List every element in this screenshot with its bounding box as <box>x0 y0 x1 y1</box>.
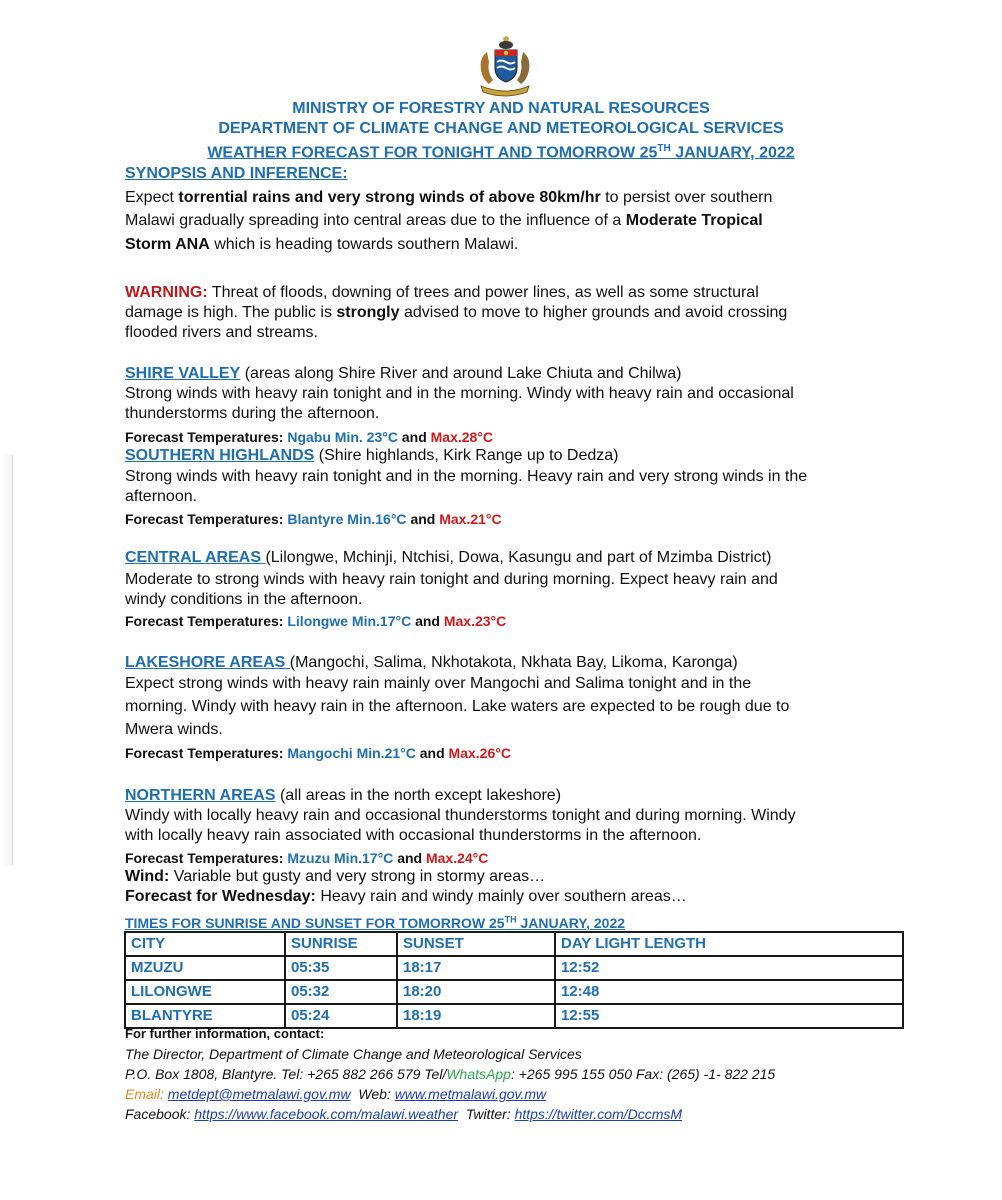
column-header: DAY LIGHT LENGTH <box>555 932 903 956</box>
min-temperature: Mzuzu Min.17°C <box>287 850 394 866</box>
region-description: Windy with locally heavy rain and occasional thunderstorms tonight and during morning. Windy <box>125 807 796 824</box>
contact-social <box>125 1104 682 1124</box>
region-areas: (Mangochi, Salima, Nkhotakota, Nkhata Bay, Likoma, Karonga) <box>289 654 738 671</box>
sun-title-post: JANUARY, 2022 <box>516 914 626 931</box>
region-description: Mwera winds. <box>125 721 223 738</box>
table-row <box>125 956 903 980</box>
title-superscript: TH <box>657 143 671 154</box>
table-cell: 12:48 <box>555 980 903 1004</box>
email-link[interactable]: metdept@metmalawi.gov.mw <box>167 1086 351 1102</box>
sun-table-title <box>125 909 625 933</box>
table-cell: 18:20 <box>397 980 555 1004</box>
and-label: and <box>410 511 436 527</box>
region-description: Moderate to strong winds with heavy rain tonight and during morning. Expect heavy rain and <box>125 571 778 588</box>
ministry-heading: MINISTRY OF FORESTRY AND NATURAL RESOURCES <box>292 100 710 117</box>
warning-line-2 <box>125 303 787 323</box>
wind-label: Wind: <box>125 868 170 885</box>
facebook-label: Facebook: <box>125 1106 191 1122</box>
region-areas: (areas along Shire River and around Lake Chiuta and Chilwa) <box>240 365 682 382</box>
table-cell: 18:19 <box>397 1004 555 1028</box>
and-label: and <box>419 745 445 761</box>
table-cell: 05:24 <box>285 1004 397 1028</box>
sun-title-text <box>125 915 625 931</box>
forecast-label: Forecast Temperatures: <box>125 745 284 761</box>
synopsis-text: to persist over southern <box>600 189 773 206</box>
table-cell: 05:32 <box>285 980 397 1004</box>
wind-line <box>125 867 545 887</box>
forecast-temperatures <box>125 849 488 867</box>
region-description: Expect strong winds with heavy rain mainly over Mangochi and Salima tonight and in the <box>125 675 752 692</box>
whatsapp-label: WhatsApp <box>446 1066 511 1082</box>
and-label: and <box>397 850 423 866</box>
title-date: JANUARY, 2022 <box>670 144 795 162</box>
warning-text: advised to move to higher grounds and avoid crossing <box>399 304 788 321</box>
contact-address <box>125 1064 775 1084</box>
table-cell: LILONGWE <box>125 980 285 1004</box>
region-areas: (Lilongwe, Mchinji, Ntchisi, Dowa, Kasungu and part of Mzimba District) <box>265 549 772 566</box>
synopsis-line-3 <box>125 235 518 255</box>
max-temperature: Max.24°C <box>425 850 489 866</box>
synopsis-bold: Storm ANA <box>125 236 210 253</box>
table-cell: 12:52 <box>555 956 903 980</box>
region-name: SOUTHERN HIGHLANDS <box>125 447 315 464</box>
max-temperature: Max.23°C <box>443 613 507 629</box>
forecast-temperatures <box>125 612 506 630</box>
synopsis-label: SYNOPSIS AND INFERENCE: <box>125 165 348 182</box>
min-temperature: Ngabu Min. 23°C <box>287 429 398 445</box>
address-text: : +265 995 155 050 Fax: (265) -1- 822 215 <box>510 1066 776 1082</box>
twitter-link[interactable]: https://twitter.com/DccmsM <box>514 1106 683 1122</box>
and-label: and <box>401 429 427 445</box>
region-description: Strong winds with heavy rain tonight and in the morning. Heavy rain and very strong winds in the <box>125 468 808 485</box>
forecast-title <box>0 140 1002 162</box>
facebook-link[interactable]: https://www.facebook.com/malawi.weather <box>194 1106 459 1122</box>
table-cell: 18:17 <box>397 956 555 980</box>
region-northern-areas <box>125 786 561 806</box>
region-southern-highlands <box>125 446 619 466</box>
region-description: thunderstorms during the afternoon. <box>125 405 380 422</box>
synopsis-heading <box>125 164 348 184</box>
wind-text: Variable but gusty and very strong in stormy areas… <box>169 868 546 885</box>
region-shire-valley <box>125 364 681 384</box>
address-text: P.O. Box 1808, Blantyre. Tel: +265 882 266 579 Tel/ <box>125 1066 447 1082</box>
warning-text: damage is high. The public is <box>125 304 337 321</box>
forecast-label: Forecast Temperatures: <box>125 429 284 445</box>
table-cell: 05:35 <box>285 956 397 980</box>
table-cell: MZUZU <box>125 956 285 980</box>
sun-title-sup: TH <box>504 914 517 924</box>
synopsis-bold: torrential rains and very strong winds of above 80km/hr <box>178 189 601 206</box>
synopsis-line-2 <box>125 211 763 231</box>
warning-line-1 <box>125 283 759 303</box>
region-name: NORTHERN AREAS <box>125 787 276 804</box>
region-name: LAKESHORE AREAS <box>125 654 290 671</box>
twitter-label: Twitter: <box>465 1106 511 1122</box>
region-lakeshore-areas <box>125 653 738 673</box>
forecast-temperatures <box>125 510 502 528</box>
forecast-temperatures <box>125 428 493 446</box>
forecast-temperatures <box>125 744 511 762</box>
region-areas: (Shire highlands, Kirk Range up to Dedza) <box>314 447 619 464</box>
column-header: SUNRISE <box>285 932 397 956</box>
synopsis-text: Expect <box>125 189 179 206</box>
sun-title-pre: TIMES FOR SUNRISE AND SUNSET FOR TOMORROW 25 <box>125 914 505 931</box>
region-central-areas <box>125 548 771 568</box>
warning-text: Threat of floods, downing of trees and power lines, as well as some structural <box>207 284 759 301</box>
contact-email-web <box>125 1084 546 1104</box>
contact-heading: For further information, contact: <box>125 1026 325 1041</box>
max-temperature: Max.26°C <box>448 745 511 761</box>
warning-bold: strongly <box>336 304 400 321</box>
region-name: CENTRAL AREAS <box>125 549 266 566</box>
wednesday-text: Heavy rain and windy mainly over southern areas… <box>315 888 687 905</box>
warning-label: WARNING: <box>125 284 208 301</box>
table-header-row <box>125 932 903 956</box>
min-temperature: Lilongwe Min.17°C <box>287 613 412 629</box>
coat-of-arms-icon <box>473 36 537 98</box>
min-temperature: Blantyre Min.16°C <box>287 511 407 527</box>
sunrise-sunset-table <box>124 931 904 1029</box>
wednesday-line <box>125 887 687 907</box>
synopsis-text: Malawi gradually spreading into central areas due to the influence of a <box>125 212 626 229</box>
web-label: Web: <box>358 1086 391 1102</box>
column-header: CITY <box>125 932 285 956</box>
synopsis-line-1 <box>125 188 772 208</box>
title-text: WEATHER FORECAST FOR TONIGHT AND TOMORROW 25 <box>207 144 658 162</box>
max-temperature: Max.28°C <box>430 429 494 445</box>
forecast-label: Forecast Temperatures: <box>125 850 284 866</box>
region-description: with locally heavy rain associated with occasional thunderstorms in the afternoon. <box>125 827 702 844</box>
region-areas: (all areas in the north except lakeshore) <box>275 787 562 804</box>
region-name: SHIRE VALLEY <box>125 365 241 382</box>
wednesday-label: Forecast for Wednesday: <box>125 888 316 905</box>
min-temperature: Mangochi Min.21°C <box>287 745 416 761</box>
table-cell: 12:55 <box>555 1004 903 1028</box>
column-header: SUNSET <box>397 932 555 956</box>
contact-director: The Director, Department of Climate Change and Meteorological Services <box>125 1046 582 1062</box>
max-temperature: Max.21°C <box>439 511 502 527</box>
forecast-label: Forecast Temperatures: <box>125 511 284 527</box>
email-label: Email: <box>125 1086 164 1102</box>
region-description: morning. Windy with heavy rain in the afternoon. Lake waters are expected to be rough due to <box>125 698 790 715</box>
region-description: windy conditions in the afternoon. <box>125 591 363 608</box>
and-label: and <box>415 613 440 629</box>
forecast-label: Forecast Temperatures: <box>125 613 284 629</box>
web-link[interactable]: www.metmalawi.gov.mw <box>394 1086 547 1102</box>
synopsis-bold: Moderate Tropical <box>625 212 763 229</box>
table-cell: BLANTYRE <box>125 1004 285 1028</box>
region-description: Strong winds with heavy rain tonight and in the morning. Windy with heavy rain and occasional <box>125 385 794 402</box>
region-description: afternoon. <box>125 488 198 505</box>
department-heading: DEPARTMENT OF CLIMATE CHANGE AND METEOROLOGICAL SERVICES <box>218 120 784 137</box>
synopsis-text: which is heading towards southern Malawi. <box>209 236 519 253</box>
warning-line-3: flooded rivers and streams. <box>125 324 318 341</box>
table-row <box>125 980 903 1004</box>
